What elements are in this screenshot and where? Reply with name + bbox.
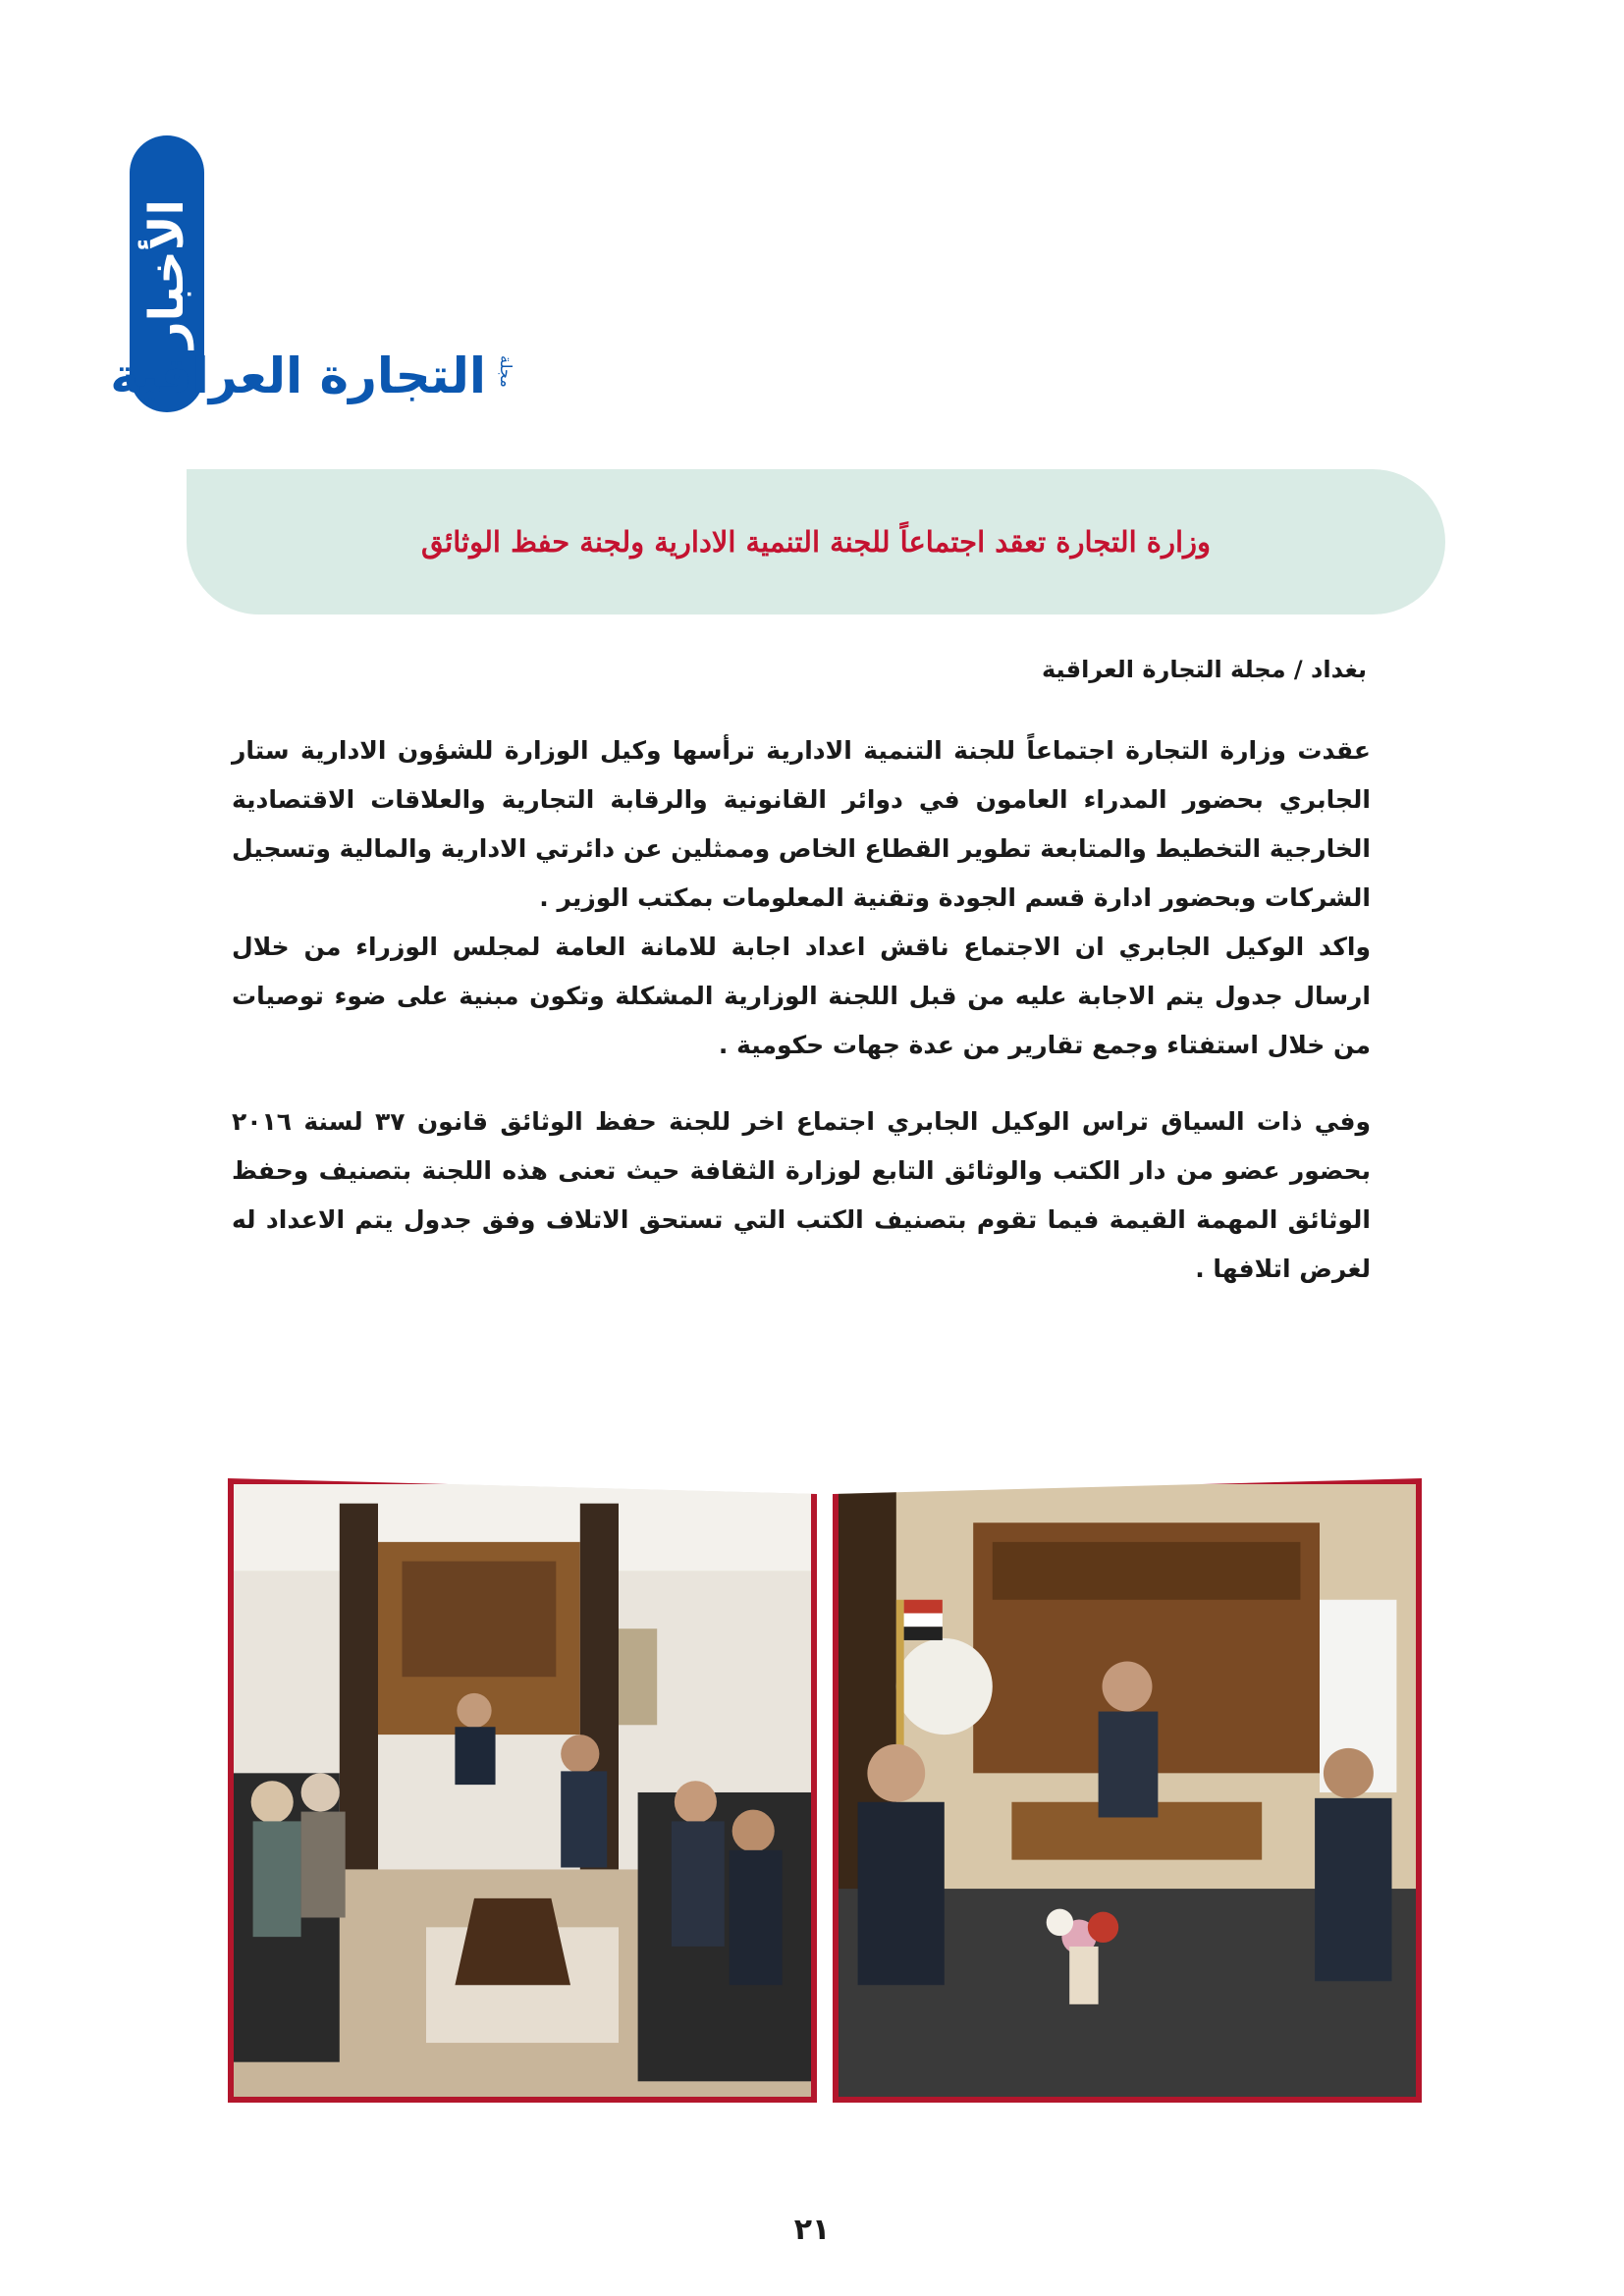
title-banner — [187, 469, 1445, 614]
page-number: ٢١ — [793, 2213, 831, 2247]
article-paragraph-1: عقدت وزارة التجارة اجتماعاً للجنة التنمية الادارية ترأسها وكيل الوزارة للشؤون الادارية ستار الجابري بحضور المدراء العامون في دوائر القانونية والرقابة التجارية والعلاقات الاقتصادية الخارجية التخطيط والمتابعة تطوير القطاع الخاص وممثلين عن دائرتي الادارية والمالية وتسجيل الشركات وبحضور ادارة قسم الجودة وتقنية المعلومات بمكتب الوزير . — [232, 736, 1371, 912]
dateline: بغداد / مجلة التجارة العراقية — [1042, 656, 1367, 683]
meeting-photo-right-image — [839, 1484, 1416, 2097]
article-paragraph-3: وفي ذات السياق تراس الوكيل الجابري اجتماع اخر للجنة حفظ الوثائق قانون ٣٧ لسنة ٢٠١٦ بحضور عضو من دار الكتب والوثائق التابع لوزارة الثقافة حيث تعنى هذه اللجنة بتصنيف وحفظ الوثائق المهمة القيمة فيما تقوم بتصنيف الكتب التي تستحق الاتلاف وفق جدول يتم الاعداد له لغرض اتلافها . — [232, 1107, 1371, 1283]
meeting-photo-left-image — [234, 1484, 811, 2097]
meeting-photo-right — [833, 1478, 1422, 2103]
article-title: وزارة التجارة تعقد اجتماعاً للجنة التنمية الادارية ولجنة حفظ الوثائق — [420, 525, 1212, 559]
article-body — [232, 726, 1371, 1294]
article-paragraph-2: واكد الوكيل الجابري ان الاجتماع ناقش اعداد اجابة للامانة العامة لمجلس الوزراء من خلال ارسال جدول يتم الاجابة عليه من قبل اللجنة الوزارية المشكلة وتكون مبنية على ضوء توصيات من خلال استفتاء وجمع تقارير من عدة جهات حكومية . — [232, 933, 1371, 1059]
logo-small-text: مجلة — [497, 355, 515, 388]
section-label: الأخبار — [139, 198, 194, 349]
logo-main-text: التجارة العراقية — [110, 347, 486, 404]
magazine-logo — [110, 346, 515, 416]
meeting-photo-left — [228, 1478, 817, 2103]
